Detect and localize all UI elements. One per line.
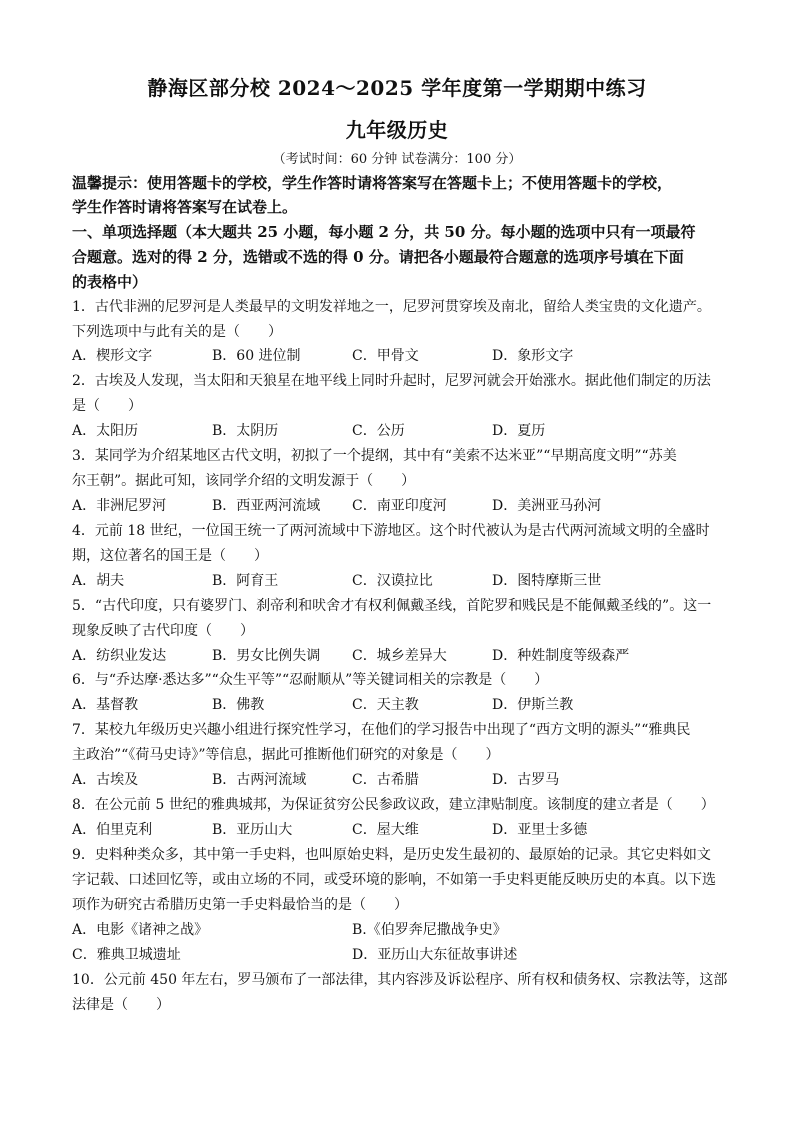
option-c: C．雅典卫城遗址 (72, 947, 181, 963)
option-d: D．图特摩斯三世 (492, 573, 602, 589)
option-c: C．古希腊 (352, 772, 419, 788)
question-9-text: 9．史料种类众多，其中第一手史料，也叫原始史料，是历史发生最初的、最原始的记录。其它史料如文 (72, 847, 711, 863)
question-2-text: 是（ ） (72, 398, 142, 414)
question-1-text: 下列选项中与此有关的是（ ） (72, 324, 282, 340)
question-5-text: 现象反映了古代印度（ ） (72, 623, 254, 639)
option-b: B．阿育王 (212, 573, 279, 589)
option-c: C．天主教 (352, 697, 419, 713)
question-7-text: 主政治”“《荷马史诗》”等信息，据此可推断他们研究的对象是（ ） (72, 747, 500, 763)
option-c: C．南亚印度河 (352, 498, 447, 514)
question-4-text: 期，这位著名的国王是（ ） (72, 548, 268, 564)
question-8-text: 8．在公元前 5 世纪的雅典城邦，为保证贫穷公民参政议政，建立津贴制度。该制度的建立者是（ ） (72, 797, 715, 813)
option-a: A．纺织业发达 (72, 648, 167, 664)
section-heading-line: 一、单项选择题（本大题共 25 小题，每小题 2 分，共 50 分。每小题的选项中只有一项最符 (72, 223, 696, 241)
option-a: A．楔形文字 (72, 348, 153, 364)
option-a: A．伯里克利 (72, 822, 153, 838)
option-b: B．古两河流域 (212, 772, 307, 788)
section-heading-line: 的表格中） (72, 273, 148, 291)
option-c: C．屋大维 (352, 822, 419, 838)
option-b: B．太阴历 (212, 423, 279, 439)
notice-line: 学生作答时请将答案写在试卷上。 (72, 198, 298, 216)
question-1-text: 1．古代非洲的尼罗河是人类最早的文明发祥地之一，尼罗河贯穿埃及南北，留给人类宝贵的文化遗产。 (72, 299, 711, 315)
option-c: C．甲骨文 (352, 348, 419, 364)
option-a: A．电影《诸神之战》 (72, 922, 209, 938)
question-10-text: 10．公元前 450 年左右，罗马颁布了一部法律，其内容涉及诉讼程序、所有权和债务权、宗教法等，这部 (72, 972, 728, 988)
option-b: B．亚历山大 (212, 822, 293, 838)
option-a: A．胡夫 (72, 573, 125, 589)
option-d: D．种姓制度等级森严 (492, 648, 630, 664)
exam-title: 静海区部分校 2024～2025 学年度第一学期期中练习 (147, 76, 647, 100)
option-b: B．男女比例失调 (212, 648, 321, 664)
option-d: D．古罗马 (492, 772, 560, 788)
question-9-text: 项作为研究古希腊历史第一手史料最恰当的是（ ） (72, 897, 408, 913)
option-d: D．亚历山大东征故事讲述 (352, 947, 518, 963)
option-b: B．60 进位制 (212, 348, 301, 364)
option-d: D．美洲亚马孙河 (492, 498, 602, 514)
option-a: A．古埃及 (72, 772, 139, 788)
question-9-text: 字记载、口述回忆等，或由立场的不同，或受环境的影响，不如第一手史料更能反映历史的本真。以下选 (72, 872, 716, 888)
option-d: D．象形文字 (492, 348, 574, 364)
option-d: D．伊斯兰教 (492, 697, 574, 713)
option-a: A．基督教 (72, 697, 139, 713)
question-5-text: 5．“古代印度，只有婆罗门、刹帝利和吠舍才有权利佩戴圣线，首陀罗和贱民是不能佩戴圣线的”。这一 (72, 598, 712, 614)
option-b: B.《伯罗奔尼撒战争史》 (352, 922, 507, 938)
section-heading-line: 合题意。选对的得 2 分，选错或不选的得 0 分。请把各小题最符合题意的选项序号填在下面 (72, 248, 684, 266)
question-7-text: 7．某校九年级历史兴趣小组进行探究性学习，在他们的学习报告中出现了“西方文明的源头”“雅典民 (72, 722, 691, 738)
option-c: C．公历 (352, 423, 405, 439)
question-3-text: 3．某同学为介绍某地区古代文明，初拟了一个提纲，其中有“美索不达米亚”“早期高度文明”“苏美 (72, 448, 677, 464)
option-d: D．夏历 (492, 423, 546, 439)
option-c: C．汉谟拉比 (352, 573, 433, 589)
question-4-text: 4．元前 18 世纪，一位国王统一了两河流域中下游地区。这个时代被认为是古代两河流域文明的全盛时 (72, 523, 710, 539)
option-a: A．太阳历 (72, 423, 139, 439)
question-3-text: 尔王朝”。据此可知，该同学介绍的文明发源于（ ） (72, 473, 416, 489)
question-2-text: 2．古埃及人发现，当太阳和天狼星在地平线上同时升起时，尼罗河就会开始涨水。据此他们制定的历法 (72, 373, 711, 389)
option-c: C．城乡差异大 (352, 648, 447, 664)
notice-line: 温馨提示：使用答题卡的学校，学生作答时请将答案写在答题卡上；不使用答题卡的学校， (72, 174, 673, 192)
question-6-text: 6．与“乔达摩·悉达多”“众生平等”“忍耐顺从”等关键词相关的宗教是（ ） (72, 672, 549, 688)
option-b: B．佛教 (212, 697, 265, 713)
exam-subject: 九年级历史 (345, 118, 449, 142)
option-d: D．亚里士多德 (492, 822, 588, 838)
option-a: A．非洲尼罗河 (72, 498, 167, 514)
exam-info: （考试时间：60 分钟 试卷满分：100 分） (272, 152, 522, 167)
option-b: B．西亚两河流域 (212, 498, 321, 514)
question-10-text: 法律是（ ） (72, 997, 170, 1013)
